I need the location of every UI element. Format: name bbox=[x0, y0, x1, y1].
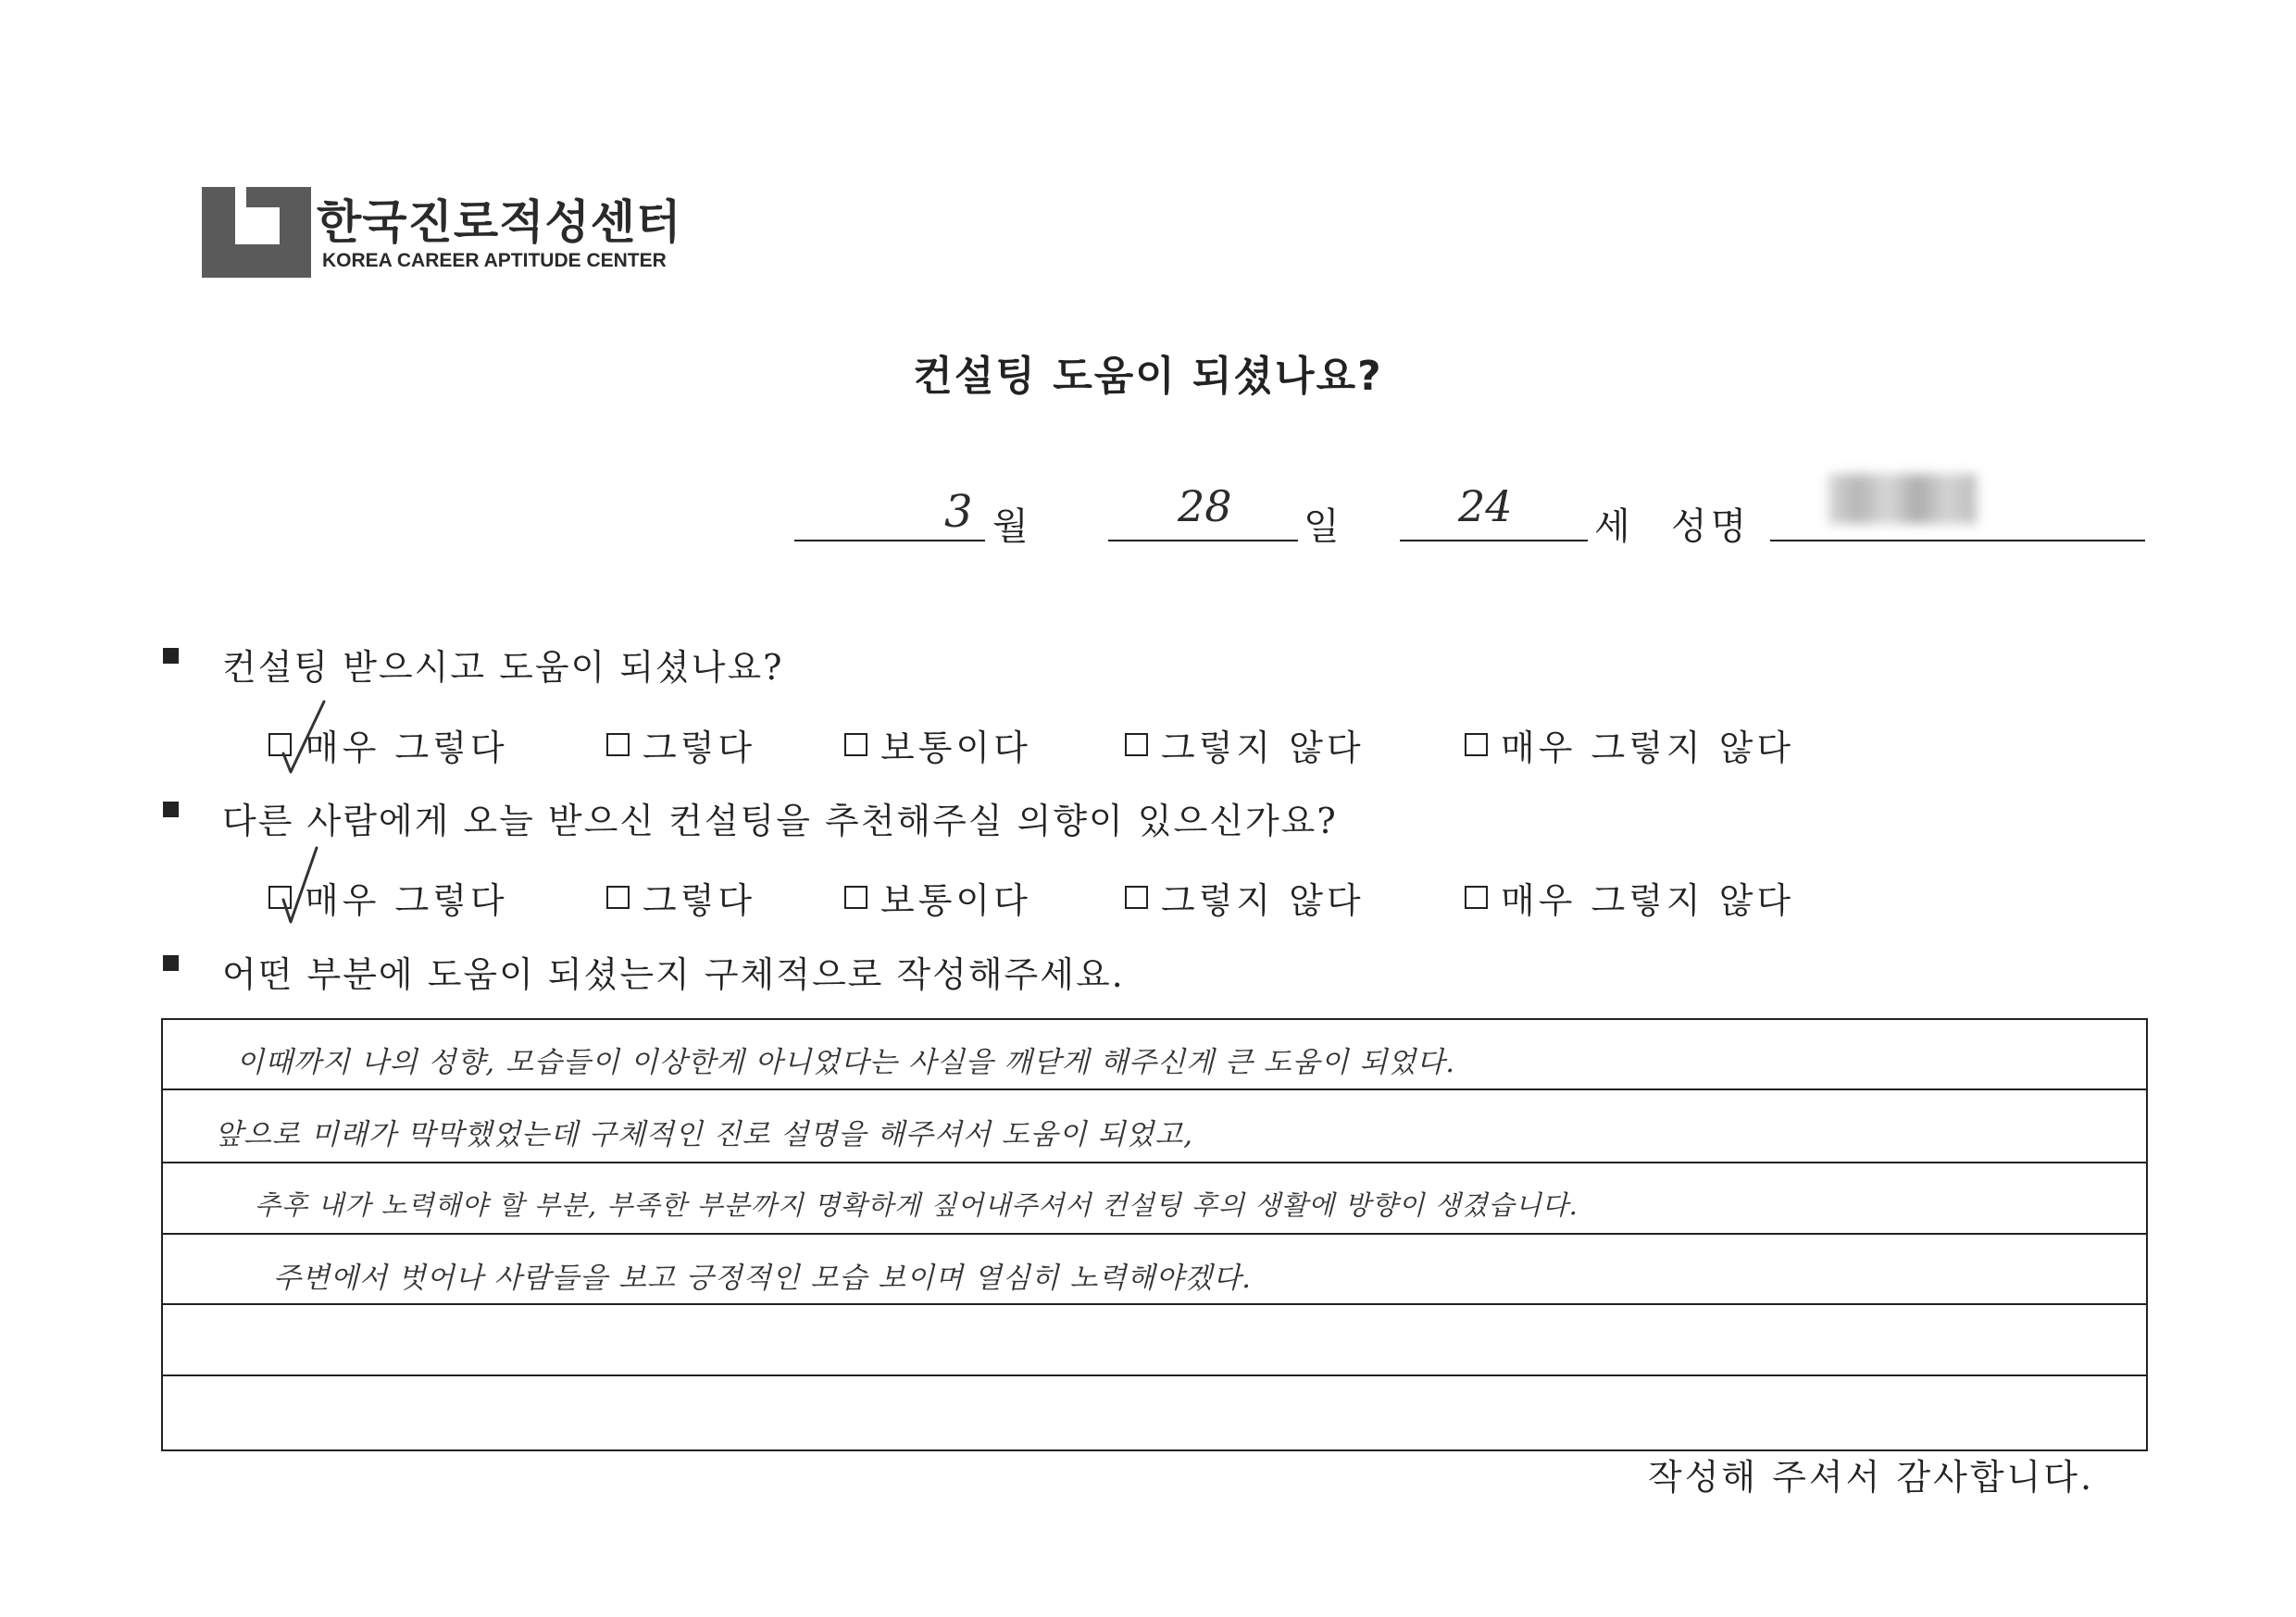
checkbox[interactable] bbox=[1125, 886, 1148, 909]
option-label: 매우 그렇지 않다 bbox=[1501, 728, 1795, 768]
day-value: 28 bbox=[1178, 481, 1232, 531]
month-underline bbox=[794, 540, 985, 541]
day-underline bbox=[1108, 540, 1298, 541]
q1-option-neutral[interactable] bbox=[844, 719, 1031, 770]
question-bullet bbox=[163, 648, 179, 664]
age-value: 24 bbox=[1458, 481, 1513, 531]
answer-line: 이때까지 나의 성향, 모습들이 이상한게 아니었다는 사실을 깨닫게 해주신게 큰 도움이 되었다. bbox=[236, 1046, 1456, 1079]
question-1-text: 컨설팅 받으시고 도움이 되셨나요? bbox=[222, 647, 784, 688]
name-label: 성명 bbox=[1671, 505, 1751, 548]
question-3-text: 어떤 부분에 도움이 되셨는지 구체적으로 작성해주세요. bbox=[222, 954, 1125, 995]
answer-row-divider bbox=[161, 1374, 2148, 1376]
redacted-name bbox=[1828, 474, 1977, 524]
checkbox[interactable] bbox=[1465, 733, 1488, 756]
q1-option-agree[interactable] bbox=[606, 719, 755, 770]
answer-line: 앞으로 미래가 막막했었는데 구체적인 진로 설명을 해주셔서 도움이 되었고, bbox=[215, 1118, 1194, 1151]
option-label: 그렇지 않다 bbox=[1161, 880, 1365, 921]
age-underline bbox=[1400, 540, 1588, 541]
checkmark-icon bbox=[276, 844, 331, 927]
checkbox[interactable] bbox=[606, 733, 630, 756]
day-label: 일 bbox=[1304, 505, 1340, 548]
checkbox[interactable] bbox=[844, 886, 867, 909]
answer-row-divider bbox=[161, 1162, 2148, 1163]
checkbox[interactable] bbox=[844, 733, 867, 756]
thank-you-note: 작성해 주셔서 감사합니다. bbox=[1648, 1457, 2095, 1498]
option-label: 보통이다 bbox=[880, 728, 1031, 768]
option-label: 보통이다 bbox=[880, 880, 1031, 921]
option-label: 매우 그렇다 bbox=[305, 728, 508, 768]
question-2-text: 다른 사람에게 오늘 받으신 컨설팅을 추천해주실 의향이 있으신가요? bbox=[222, 801, 1338, 841]
center-logo-mark-icon bbox=[202, 187, 311, 278]
option-label: 그렇지 않다 bbox=[1161, 728, 1365, 768]
q2-option-neutral[interactable] bbox=[844, 872, 1031, 923]
checkbox[interactable] bbox=[606, 886, 630, 909]
survey-title: 컨설팅 도움이 되셨나요? bbox=[913, 353, 1383, 400]
month-label: 월 bbox=[992, 505, 1029, 548]
question-bullet bbox=[163, 955, 179, 971]
answer-line: 추후 내가 노력해야 할 부분, 부족한 부분까지 명확하게 짚어내주셔서 컨설팅 후의 생활에 방향이 생겼습니다. bbox=[255, 1189, 1578, 1221]
option-label: 그렇다 bbox=[643, 880, 756, 921]
age-label: 세 bbox=[1594, 505, 1630, 548]
center-name-korean: 한국진로적성센터 bbox=[317, 195, 682, 249]
checkbox[interactable] bbox=[1125, 733, 1148, 756]
question-bullet bbox=[163, 802, 179, 817]
checkmark-icon bbox=[278, 696, 333, 779]
month-value: 3 bbox=[944, 486, 973, 538]
option-label: 그렇다 bbox=[643, 728, 756, 768]
option-label: 매우 그렇다 bbox=[305, 880, 508, 921]
checkbox[interactable] bbox=[1465, 886, 1488, 909]
center-name-english: KOREA CAREER APTITUDE CENTER bbox=[322, 250, 667, 271]
q2-option-agree[interactable] bbox=[606, 872, 755, 923]
answer-row-divider bbox=[161, 1303, 2148, 1305]
q2-option-very-disagree[interactable] bbox=[1465, 872, 1794, 923]
q1-option-very-disagree[interactable] bbox=[1465, 719, 1794, 770]
option-label: 매우 그렇지 않다 bbox=[1501, 880, 1795, 921]
answer-row-divider bbox=[161, 1233, 2148, 1235]
q2-option-disagree[interactable] bbox=[1125, 872, 1365, 923]
answer-line: 주변에서 벗어나 사람들을 보고 긍정적인 모습 보이며 열심히 노력해야겠다. bbox=[273, 1262, 1253, 1295]
answer-row-divider bbox=[161, 1088, 2148, 1090]
name-underline bbox=[1770, 540, 2145, 541]
answer-box[interactable] bbox=[161, 1018, 2148, 1451]
q1-option-disagree[interactable] bbox=[1125, 719, 1365, 770]
